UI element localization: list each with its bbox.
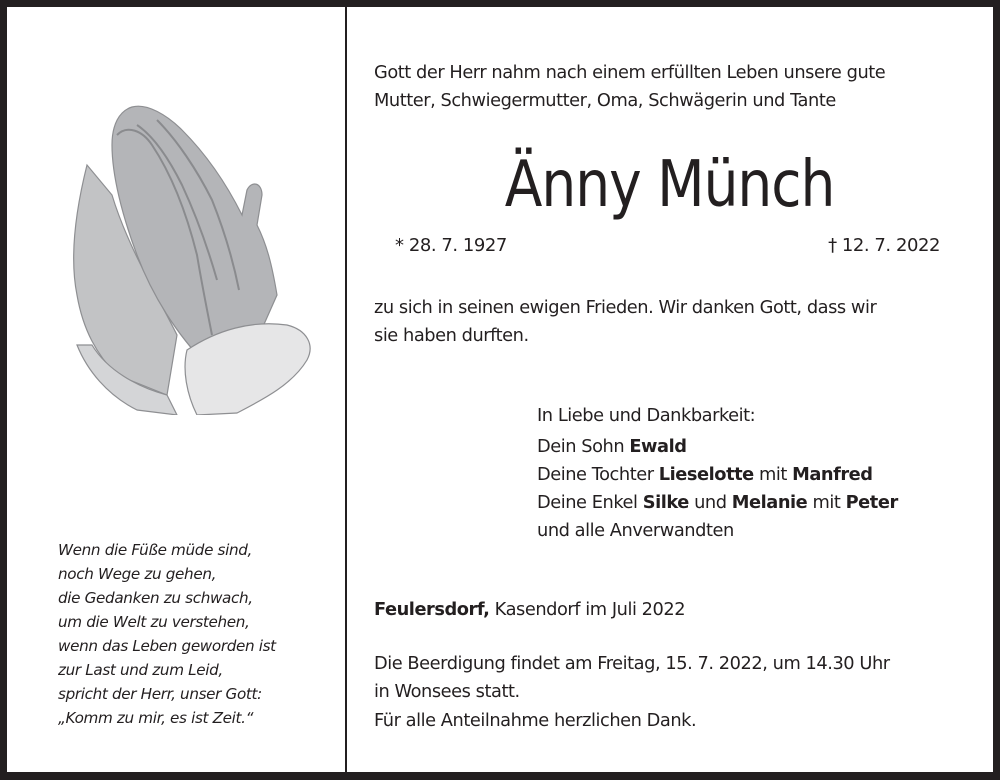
mourner-name: Silke bbox=[642, 492, 689, 513]
praying-hands-icon bbox=[57, 95, 317, 415]
poem-line: noch Wege zu gehen, bbox=[58, 565, 217, 583]
funeral-line: Die Beerdigung findet am Freitag, 15. 7. 2022, um 14.30 Uhr bbox=[374, 653, 890, 674]
poem-line: wenn das Leben geworden ist bbox=[58, 637, 276, 655]
mourner-name: Peter bbox=[845, 492, 898, 513]
place-name: Feulersdorf, bbox=[374, 599, 490, 620]
peace-line: zu sich in seinen ewigen Frieden. Wir danken Gott, dass wir bbox=[374, 297, 877, 318]
mourner-son bbox=[537, 433, 898, 461]
mourners-heading: In Liebe und Dankbarkeit: bbox=[537, 405, 756, 426]
right-column bbox=[347, 7, 993, 772]
poem-line: zur Last und zum Leid, bbox=[58, 661, 223, 679]
relation-label: Deine Tochter bbox=[537, 464, 659, 485]
poem bbox=[58, 538, 276, 730]
relation-label: Deine Enkel bbox=[537, 492, 643, 513]
relation-label: Dein Sohn bbox=[537, 436, 630, 457]
connector-text: mit bbox=[807, 492, 846, 513]
place-rest: Kasendorf im Juli 2022 bbox=[489, 599, 686, 620]
obituary-frame bbox=[7, 7, 993, 772]
intro-line: Gott der Herr nahm nach einem erfüllten Leben unsere gute bbox=[374, 62, 886, 83]
mourner-relatives: und alle Anverwandten bbox=[537, 520, 734, 541]
intro-line: Mutter, Schwiegermutter, Oma, Schwägerin und Tante bbox=[374, 90, 836, 111]
poem-line: „Komm zu mir, es ist Zeit.“ bbox=[58, 709, 254, 727]
connector-text: und bbox=[688, 492, 732, 513]
mourner-daughter bbox=[537, 461, 898, 489]
mourner-name: Manfred bbox=[792, 464, 873, 485]
peace-text bbox=[374, 294, 876, 350]
poem-line: die Gedanken zu schwach, bbox=[58, 589, 253, 607]
funeral-line: in Wonsees statt. bbox=[374, 681, 520, 702]
place-date bbox=[374, 599, 685, 620]
poem-line: spricht der Herr, unser Gott: bbox=[58, 685, 262, 703]
mourner-name: Melanie bbox=[731, 492, 808, 513]
connector-text: mit bbox=[753, 464, 793, 485]
death-date: † 12. 7. 2022 bbox=[828, 235, 940, 256]
poem-line: um die Welt zu verstehen, bbox=[58, 613, 250, 631]
deceased-name: Änny Münch bbox=[504, 148, 835, 222]
poem-line: Wenn die Füße müde sind, bbox=[58, 541, 253, 559]
mourner-name: Ewald bbox=[629, 436, 687, 457]
mourner-name: Lieselotte bbox=[658, 464, 754, 485]
mourners-list bbox=[537, 402, 898, 545]
peace-line: sie haben durften. bbox=[374, 325, 529, 346]
funeral-info bbox=[374, 650, 890, 706]
gratitude-text: Für alle Anteilnahme herzlichen Dank. bbox=[374, 710, 697, 731]
mourner-grandchildren bbox=[537, 489, 898, 517]
left-column bbox=[7, 7, 345, 772]
birth-date: * 28. 7. 1927 bbox=[395, 235, 507, 256]
intro-text bbox=[374, 59, 885, 115]
